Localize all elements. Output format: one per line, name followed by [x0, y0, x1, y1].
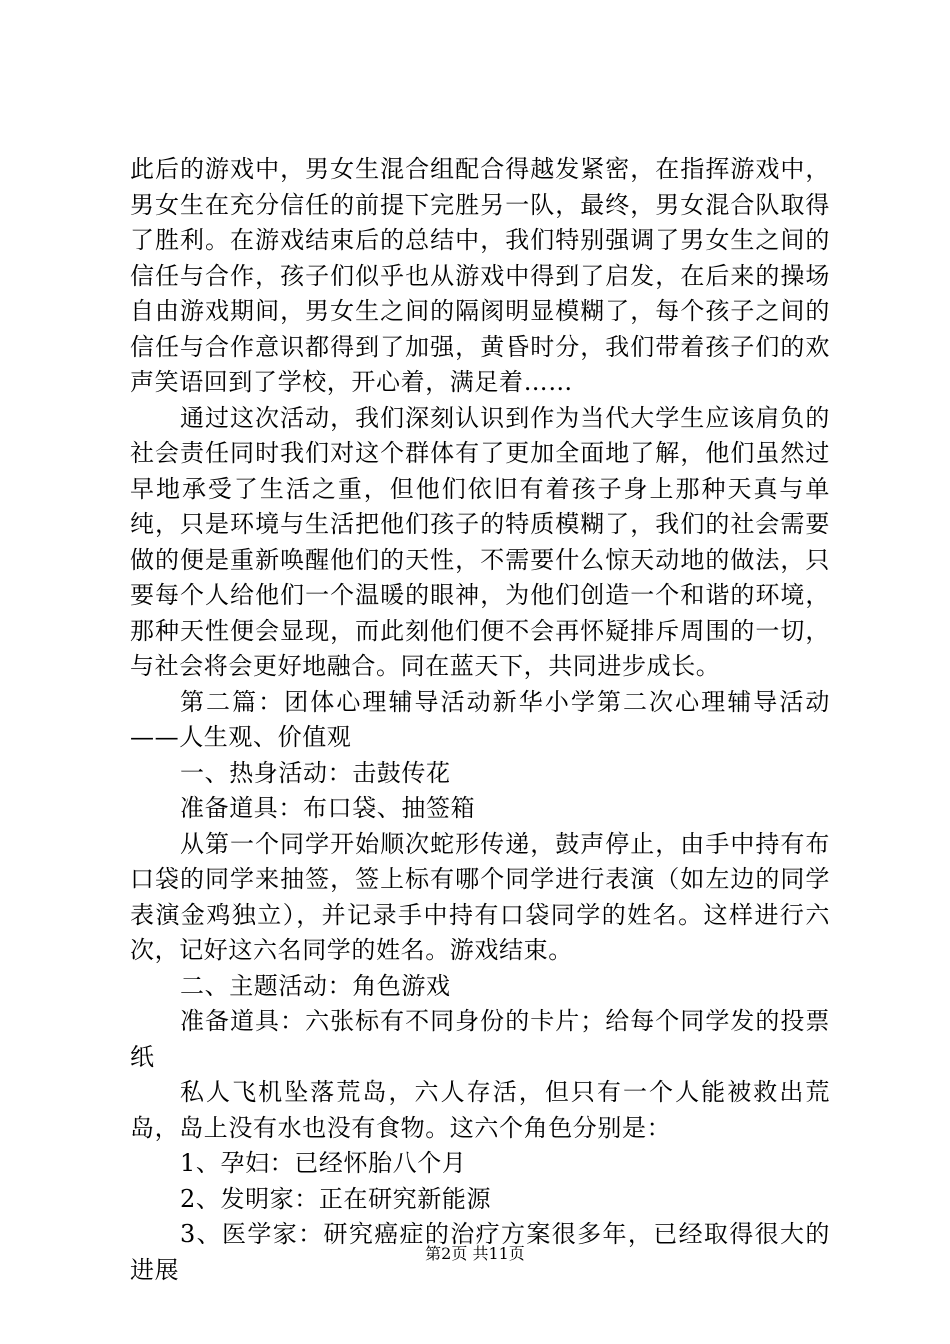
props-warmup: 准备道具：布口袋、抽签箱 [180, 794, 476, 822]
document-body [130, 152, 830, 1288]
section-title: 第二篇：团体心理辅导活动新华小学第二次心理辅导活动——人生观、价值观 [130, 687, 830, 751]
list-item-role-1: 1、孕妇：已经怀胎八个月 [180, 1149, 467, 1177]
paragraph-warmup-rules: 从第一个同学开始顺次蛇形传递，鼓声停止，由手中持有布口袋的同学来抽签，签上标有哪个同学进行表演（如左边的同学表演金鸡独立），并记录手中持有口袋同学的姓名。这样进行六次，记好这六名同学的姓名。游戏结束。 [130, 829, 830, 964]
heading-main-activity: 二、主题活动：角色游戏 [180, 971, 451, 1000]
list-item-role-3: 3、医学家：研究癌症的治疗方案很多年，已经取得很大的进展 [130, 1220, 830, 1284]
page-footer [0, 1244, 950, 1264]
heading-warmup: 一、热身活动：击鼓传花 [180, 758, 451, 787]
paragraph-reflection: 通过这次活动，我们深刻认识到作为当代大学生应该肩负的社会责任同时我们对这个群体有了更加全面地了解，他们虽然过早地承受了生活之重，但他们依旧有着孩子身上那种天真与单纯，只是环境与生活把他们孩子的特质模糊了，我们的社会需要做的便是重新唤醒他们的天性，不需要什么惊天动地的做法，只要每个人给他们一个温暖的眼神，为他们创造一个和谐的环境，那种天性便会显现，而此刻他们便不会再怀疑排斥周围的一切，与社会将会更好地融合。同在蓝天下，共同进步成长。 [130, 403, 830, 680]
props-main-activity: 准备道具：六张标有不同身份的卡片；给每个同学发的投票纸 [130, 1007, 830, 1071]
list-item-role-2: 2、发明家：正在研究新能源 [180, 1184, 492, 1213]
paragraph-scenario: 私人飞机坠落荒岛，六人存活，但只有一个人能被救出荒岛，岛上没有水也没有食物。这六个角色分别是： [130, 1078, 830, 1142]
page-number-label: 第2页 共11页 [425, 1244, 525, 1263]
paragraph-continuation: 此后的游戏中，男女生混合组配合得越发紧密，在指挥游戏中，男女生在充分信任的前提下完胜另一队，最终，男女混合队取得了胜利。在游戏结束后的总结中，我们特别强调了男女生之间的信任与合作，孩子们似乎也从游戏中得到了启发，在后来的操场自由游戏期间，男女生之间的隔阂明显模糊了，每个孩子之间的信任与合作意识都得到了加强，黄昏时分，我们带着孩子们的欢声笑语回到了学校，开心着，满足着…… [130, 155, 830, 396]
